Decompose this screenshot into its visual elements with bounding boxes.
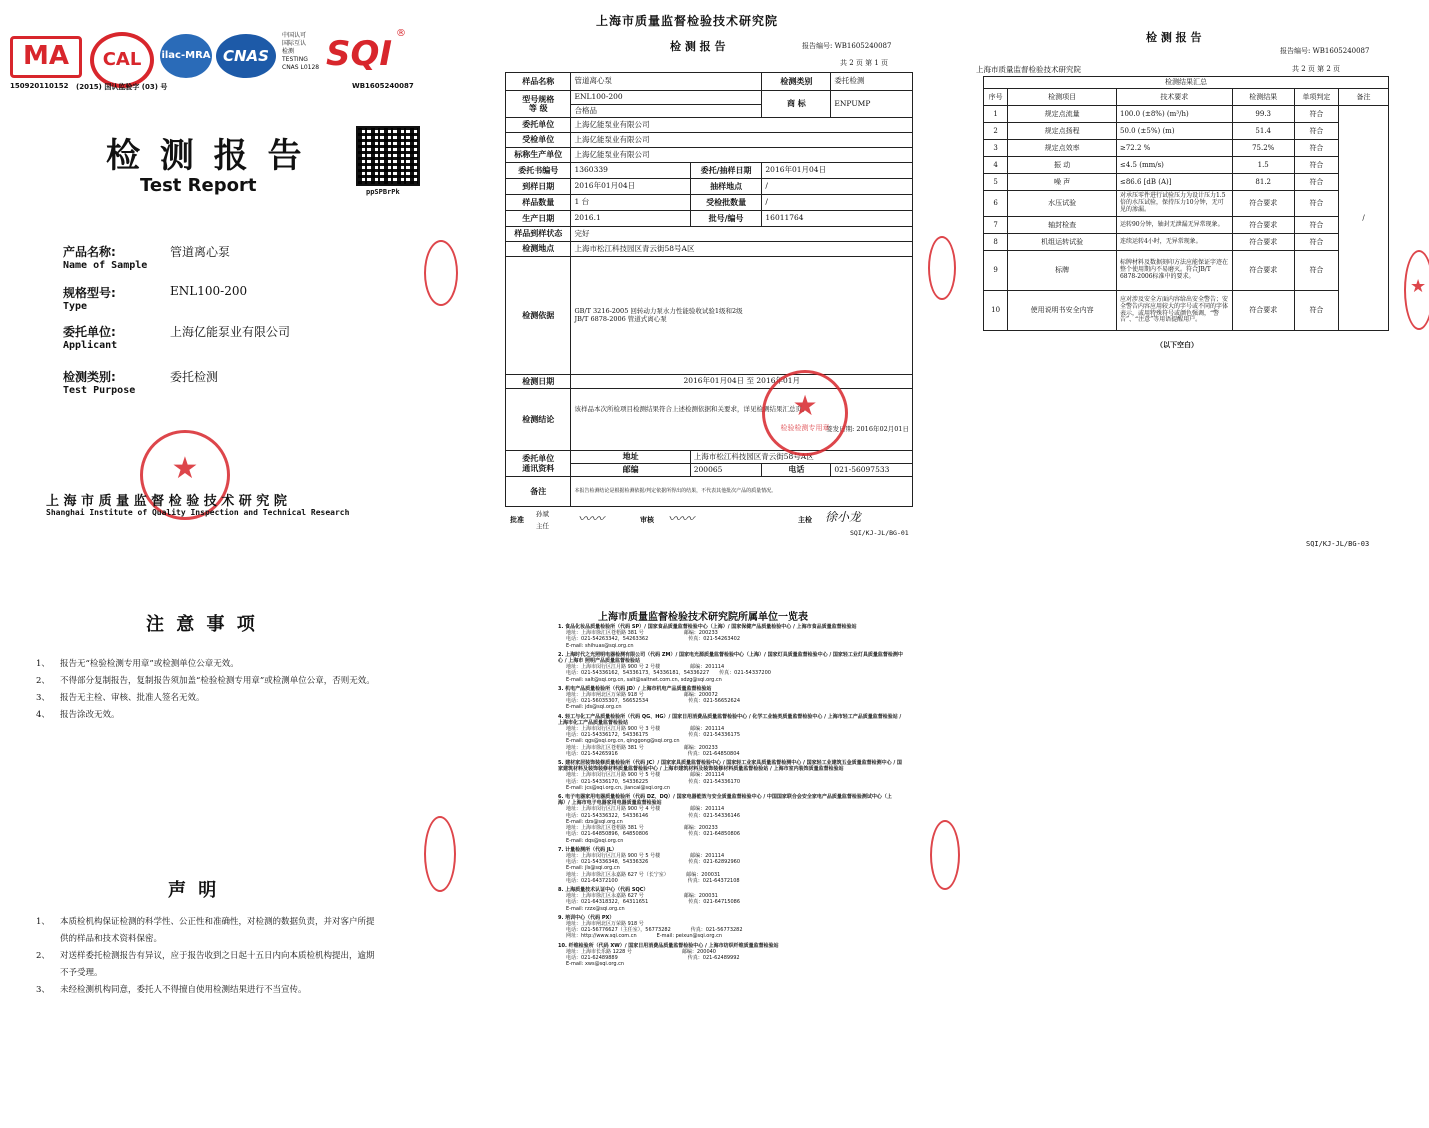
basis-line: GB/T 3216-2005 回转动力泵水力性能验收试验1级和2级 bbox=[574, 307, 743, 316]
label: 抽样地点 bbox=[690, 179, 762, 195]
cover-institute-cn: 上 海 市 质 量 监 督 检 验 技 术 研 究 院 bbox=[46, 494, 287, 509]
cell: 运转90分钟，轴封无泄漏无异常现象。 bbox=[1116, 217, 1232, 234]
field-label-cn: 委托单位: bbox=[63, 325, 116, 339]
p1-page-info: 共 2 页 第 1 页 bbox=[840, 59, 889, 67]
remark-cell: / bbox=[1339, 106, 1389, 331]
cell: 规定点扬程 bbox=[1008, 123, 1117, 140]
value: 2016年01月04日 至 2016年01月 bbox=[571, 375, 913, 389]
cover-page bbox=[0, 0, 440, 560]
label: 邮编 bbox=[571, 464, 690, 477]
units-list bbox=[558, 624, 903, 967]
table-row bbox=[984, 106, 1389, 123]
report-page-2 bbox=[970, 0, 1429, 560]
cell: 机组运转试验 bbox=[1008, 234, 1117, 251]
cell: ≥72.2 % bbox=[1116, 140, 1232, 157]
list-item bbox=[36, 948, 381, 982]
unit-line: 电话：021-64318322，64311651 传真：021-64715086 bbox=[566, 899, 741, 906]
cnas-caption bbox=[282, 32, 319, 72]
value: / bbox=[762, 179, 913, 195]
value: 上海亿能泵业有限公司 bbox=[571, 133, 913, 148]
label: 检测依据 bbox=[506, 257, 571, 375]
unit-line: 地址：上海市长乐路 1228 号 邮编：200040 bbox=[566, 948, 716, 955]
table-row bbox=[984, 157, 1389, 174]
value: ENL100-200 bbox=[571, 91, 762, 105]
item-no: 1、 bbox=[36, 917, 50, 927]
label: 检测日期 bbox=[506, 375, 571, 389]
unit-line: E-mail: salt@sqi.org.cn, salt@saltnet.com.cn, sdzg@sqi.org.cn bbox=[566, 676, 722, 683]
column-header: 检测项目 bbox=[1008, 89, 1117, 106]
units-page bbox=[540, 580, 930, 1128]
cell: 100.0 (±8%) (m³/h) bbox=[1116, 106, 1232, 123]
cnas-caption-line: 国际互认 bbox=[282, 40, 307, 47]
item-text: 报告无主检、审核、批准人签名无效。 bbox=[60, 693, 205, 703]
field-label-en: Type bbox=[63, 301, 88, 312]
unit-line: 电话：021-64850896，64850806 传真：021-64850806 bbox=[566, 831, 741, 838]
list-item bbox=[558, 652, 903, 683]
cell: 符合 bbox=[1294, 251, 1338, 291]
field-value: 上海亿能泵业有限公司 bbox=[170, 325, 291, 339]
unit-line: 电话：021-56776627（主任室），56773282 传真：021-56773282 bbox=[566, 927, 743, 934]
unit-line: 地址：上海市闵行区江月路 900 号 2 号楼 邮编：201114 bbox=[566, 664, 725, 671]
table-row bbox=[984, 123, 1389, 140]
item-no: 1、 bbox=[36, 659, 50, 669]
label: 样品到样状态 bbox=[506, 227, 571, 242]
field-label-cn: 产品名称: bbox=[63, 245, 116, 259]
cell: 10 bbox=[984, 291, 1008, 331]
value: 上海市松江科技园区青云街58号A区 bbox=[571, 242, 913, 257]
unit-head: 1. 食品化妆品质量检验所（代码 SP）/ 国家食品质量监督检验中心（上海）/ 国家保健产品质量检验中心 / 上海市食品质量监督检验站 bbox=[558, 624, 857, 630]
list-item bbox=[558, 624, 903, 649]
list-item bbox=[36, 707, 381, 724]
unit-line: 地址：上海市闵行区江月路 900 号 5 号楼 邮编：201114 bbox=[566, 772, 725, 779]
label: 委托/抽样日期 bbox=[690, 163, 762, 179]
table-row bbox=[984, 140, 1389, 157]
notice-page bbox=[0, 580, 440, 1128]
item-no: 2、 bbox=[36, 951, 50, 961]
cell: 符合 bbox=[1294, 234, 1338, 251]
label: 样品数量 bbox=[506, 195, 571, 211]
conclusion-text: 该样品本次所检项目检测结果符合上述检测依据和关要求，详见检测结果汇总页。 bbox=[574, 405, 809, 414]
cell: 符合要求 bbox=[1232, 291, 1294, 331]
official-seal-icon: ★ bbox=[140, 430, 230, 520]
field-label-cn: 规格型号: bbox=[63, 286, 116, 300]
sign-approve-title: 孙斌 主任 bbox=[536, 510, 549, 530]
unit-line: 地址：上海市闵行区江月路 900 号 3 号楼 邮编：201114 bbox=[566, 726, 725, 733]
list-item bbox=[36, 914, 381, 948]
field-label-cn: 检测类别: bbox=[63, 370, 116, 384]
unit-line: 电话：021-54263342，54263362 传真：021-54263402 bbox=[566, 636, 741, 643]
side-seal-icon bbox=[424, 240, 458, 306]
value: 本报告检测结论是根据检测依据/判定依据所得出的结果，不代表其他批次产品的质量情况。 bbox=[571, 477, 913, 507]
unit-head: 5. 建材家居装饰装修质量检验所（代码 JC）/ 国家家具质量监督检验中心 / 国家轻工业家具质量监督检测中心 / 国家轻工业建筑五金质量监督检测中心 / 国家建筑材料及装饰装修材料质量监督检验中心 / 上海市建筑材料及装饰装修材料质量监督检验站 / 上海市室内装饰质量监督检验站 bbox=[558, 760, 902, 773]
unit-line: E-mail: shihuas@sqi.org.cn bbox=[566, 642, 634, 649]
p1-institute: 上海市质量监督检验技术研究院 bbox=[596, 14, 779, 28]
column-header: 技术要求 bbox=[1116, 89, 1232, 106]
unit-line: E-mail: dzs@sqi.org.cn bbox=[566, 818, 623, 825]
field-label-en: Applicant bbox=[63, 340, 118, 351]
cell: 规定点效率 bbox=[1008, 140, 1117, 157]
label: 型号规格 等 级 bbox=[506, 91, 571, 118]
cell: 符合要求 bbox=[1232, 217, 1294, 234]
qr-code-icon bbox=[356, 126, 420, 186]
unit-line: 地址：上海市闸北区万荣路 918 号 bbox=[566, 920, 644, 927]
label: 委托单位 通讯资料 bbox=[506, 451, 571, 477]
unit-line: 地址：上海市徐汇区永嘉路 627 号 邮编：200031 bbox=[566, 893, 718, 900]
label: 生产日期 bbox=[506, 211, 571, 227]
p2-doc-code: SQI/KJ-JL/BG-03 bbox=[1306, 540, 1370, 548]
cell: 符合要求 bbox=[1232, 234, 1294, 251]
sign-main-label: 主检 bbox=[798, 515, 812, 524]
ilac-logo: ilac-MRA bbox=[160, 34, 212, 78]
item-text: 未经检测机构同意，委托人不得擅自使用检测结果进行不当宣传。 bbox=[60, 985, 307, 995]
list-item bbox=[558, 887, 903, 912]
value: / bbox=[762, 195, 913, 211]
value: 2016年01月04日 bbox=[762, 163, 913, 179]
list-item bbox=[558, 794, 903, 844]
list-item bbox=[558, 915, 903, 940]
unit-line: 地址：上海市徐汇区苍梧路 381 号 邮编：200233 bbox=[566, 825, 718, 832]
table-row bbox=[984, 251, 1389, 291]
unit-head: 2. 上海时代之光照明电器检测有限公司（代码 ZM）/ 国家电光源质量监督检验中心（上海）/ 国家灯具质量监督检验中心 / 国家轻工业灯具质量监督检测中心 / 上海市 照明产品质量监督检验站 bbox=[558, 651, 903, 665]
field-value: 委托检测 bbox=[170, 370, 219, 384]
label: 检测地点 bbox=[506, 242, 571, 257]
unit-line: 电话：021-56035307，56652534 传真：021-56652624 bbox=[566, 698, 741, 705]
cover-institute-en: Shanghai Institute of Quality Inspection and Technical Research bbox=[46, 508, 350, 517]
table-row bbox=[984, 234, 1389, 251]
cell: 对承压零件进行试验压力为设计压力1.5倍的水压试验，保持压力10分钟，无可见的渗漏。 bbox=[1116, 191, 1232, 217]
p2-footer: （以下空白） bbox=[1156, 340, 1198, 349]
label: 电话 bbox=[762, 464, 831, 477]
p1-report-no: 报告编号: WB1605240087 bbox=[802, 42, 892, 50]
cell: 振 动 bbox=[1008, 157, 1117, 174]
notice-title: 注 意 事 项 bbox=[146, 614, 258, 635]
cell: 4 bbox=[984, 157, 1008, 174]
unit-line: 电话：021-54336348，54336326 传真：021-62892960 bbox=[566, 859, 741, 866]
unit-line: E-mail: jds@sqi.org.cn bbox=[566, 704, 622, 711]
item-no: 3、 bbox=[36, 985, 50, 995]
label: 商 标 bbox=[762, 91, 831, 118]
label: 批号/编号 bbox=[690, 211, 762, 227]
cnas-caption-line: 中国认可 bbox=[282, 32, 307, 39]
label: 样品名称 bbox=[506, 73, 571, 91]
seal-text: 检验检测专用章 bbox=[780, 424, 830, 432]
cell: 6 bbox=[984, 191, 1008, 217]
cell: 水压试验 bbox=[1008, 191, 1117, 217]
unit-head: 3. 机电产品质量检验所（代码 JD）/ 上海市机电产品质量监督检验站 bbox=[558, 685, 712, 692]
cover-field bbox=[63, 323, 117, 351]
p1-title: 检 测 报 告 bbox=[670, 40, 726, 53]
unit-line: E-mail: dqs@sqi.org.cn bbox=[566, 837, 624, 844]
list-item bbox=[36, 656, 381, 673]
item-text: 本质检机构保证检测的科学性、公正性和准确性，对检测的数据负责，并对客户所提供的样品和技术资料保密。 bbox=[60, 917, 375, 944]
report-page-1 bbox=[500, 0, 920, 560]
cell: 5 bbox=[984, 174, 1008, 191]
unit-head: 4. 轻工与化工产品质量检验所（代码 QG、HG）/ 国家日用消费品质量监督检验中心 / 化学工业轴类质量监督检验中心 / 上海市轻工产品质量监督检验站 / 上海市化工产品质量监督检验站 bbox=[558, 713, 902, 726]
side-seal-icon: ★ bbox=[1404, 250, 1429, 330]
field-value: 管道离心泵 bbox=[170, 245, 231, 259]
list-item bbox=[36, 690, 381, 707]
unit-line: 电话：021-62489889 传真：021-62489992 bbox=[566, 954, 740, 961]
label: 受检批数量 bbox=[690, 195, 762, 211]
table-row bbox=[984, 217, 1389, 234]
cell: 75.2% bbox=[1232, 140, 1294, 157]
value: 200065 bbox=[690, 464, 762, 477]
list-item bbox=[558, 686, 903, 711]
cnas-caption-line: 检测 bbox=[282, 48, 295, 55]
cell: 7 bbox=[984, 217, 1008, 234]
cnas-caption-line: CNAS L0128 bbox=[282, 64, 320, 71]
value: 管道离心泵 bbox=[571, 73, 762, 91]
value: 上海亿能泵业有限公司 bbox=[571, 118, 913, 133]
unit-line: E-mail: qgs@sqi.org.cn, qinggong@sqi.org.cn bbox=[566, 738, 680, 745]
value: 16011764 bbox=[762, 211, 913, 227]
unit-line: 地址：上海市徐汇区苍梧路 381 号 邮编：200233 bbox=[566, 744, 718, 751]
cell: 符合 bbox=[1294, 174, 1338, 191]
unit-line: E-mail: xws@sqi.org.cn bbox=[566, 961, 625, 968]
label: 受检单位 bbox=[506, 133, 571, 148]
unit-head: 10. 纤维检验所（代码 XW）/ 国家日用消费品质量监督检验中心 / 上海市纺织纤维质量监督检验站 bbox=[558, 942, 779, 949]
registered-icon: ® bbox=[396, 28, 406, 39]
unit-line: 地址：上海市徐汇区永嘉路 627 号（长宁室） 邮编：200031 bbox=[566, 871, 721, 878]
cell: 8 bbox=[984, 234, 1008, 251]
cell: 符合 bbox=[1294, 157, 1338, 174]
list-item bbox=[558, 943, 903, 968]
unit-line: 电话：021-64372100 传真：021-64372108 bbox=[566, 877, 740, 884]
field-value: ENL100-200 bbox=[170, 284, 248, 298]
unit-line: 电话：021-54336172，54336175 传真：021-54336175 bbox=[566, 732, 741, 739]
cell: 9 bbox=[984, 251, 1008, 291]
item-no: 2、 bbox=[36, 676, 50, 686]
list-item bbox=[558, 714, 903, 757]
cell: 3 bbox=[984, 140, 1008, 157]
unit-line: 电话：021-54336170，54336225 传真：021-54336170 bbox=[566, 778, 741, 785]
value: ENPUMP bbox=[831, 91, 913, 118]
cell: 噪 声 bbox=[1008, 174, 1117, 191]
unit-head: 9. 培训中心（代码 PX） bbox=[558, 914, 615, 921]
sqi-logo: SQI bbox=[326, 34, 393, 74]
cover-title-en: Test Report bbox=[140, 175, 257, 196]
p2-result-table bbox=[983, 76, 1389, 331]
p2-title: 检 测 报 告 bbox=[1146, 31, 1202, 44]
cell: 81.2 bbox=[1232, 174, 1294, 191]
side-seal-icon bbox=[424, 816, 456, 892]
cnas-caption-line: TESTING bbox=[282, 56, 308, 63]
value: 完好 bbox=[571, 227, 913, 242]
cell: 符合要求 bbox=[1232, 191, 1294, 217]
label: 委托书编号 bbox=[506, 163, 571, 179]
sign-review-label: 审核 bbox=[640, 515, 654, 524]
table-header bbox=[984, 89, 1389, 106]
cell: 51.4 bbox=[1232, 123, 1294, 140]
cert-license: (2015) 国认监验字 (03) 号 bbox=[76, 83, 168, 91]
cell: 符合 bbox=[1294, 217, 1338, 234]
cma-logo: MA bbox=[10, 36, 82, 78]
value: 上海市松江科技园区青云街58号A区 bbox=[690, 451, 912, 464]
label: 地址 bbox=[571, 451, 690, 464]
unit-line: E-mail: jls@sqi.org.cn bbox=[566, 865, 620, 872]
value: 委托检测 bbox=[831, 73, 913, 91]
cover-field bbox=[63, 284, 116, 312]
cover-report-no: WB1605240087 bbox=[352, 82, 414, 90]
item-no: 3、 bbox=[36, 693, 50, 703]
unit-line: 网址：http://www.sqi.com.cn E-mail: peixun@sqi.org.cn bbox=[566, 933, 723, 940]
field-label-en: Test Purpose bbox=[63, 385, 136, 396]
value bbox=[571, 257, 913, 375]
cell: 50.0 (±5%) (m) bbox=[1116, 123, 1232, 140]
cell: 连续运转4小时，无异常现象。 bbox=[1116, 234, 1232, 251]
units-title: 上海市质量监督检验技术研究院所属单位一览表 bbox=[598, 612, 808, 623]
unit-line: 地址：上海市闵行区江月路 900 号 4 号楼 邮编：201114 bbox=[566, 806, 725, 813]
cell: 符合要求 bbox=[1232, 251, 1294, 291]
cell: 2 bbox=[984, 123, 1008, 140]
unit-line: 电话：021-54336162，54336173，54336181，54336227 传真：021-54337200 bbox=[566, 670, 771, 677]
column-header: 单项判定 bbox=[1294, 89, 1338, 106]
value: 1 台 bbox=[571, 195, 690, 211]
list-item bbox=[558, 760, 903, 791]
issue-date: 签发日期: 2016年02月01日 bbox=[826, 424, 909, 433]
side-seal-icon bbox=[930, 820, 960, 890]
cell: 符合 bbox=[1294, 123, 1338, 140]
unit-line: 地址：上海市闵行区江月路 900 号 5 号楼 邮编：201114 bbox=[566, 852, 725, 859]
label: 检测类别 bbox=[762, 73, 831, 91]
list-item bbox=[558, 847, 903, 884]
unit-line: 电话：021-54265916 传真：021-64850804 bbox=[566, 750, 740, 757]
unit-head: 8. 上海质量技术认证中心（代码 SQC） bbox=[558, 886, 649, 893]
unit-head: 7. 计量检测所（代码 JL） bbox=[558, 846, 617, 853]
item-text: 报告涂改无效。 bbox=[60, 710, 120, 720]
statement-title: 声 明 bbox=[168, 880, 220, 901]
unit-line: 地址：上海市闸北区万荣路 918 号 邮编：200072 bbox=[566, 692, 718, 699]
notice-list bbox=[36, 656, 381, 724]
signature-approve-icon: 〰〰 bbox=[578, 512, 605, 527]
unit-line: E-mail: jcs@sqi.org.cn, jiancai@sqi.org.cn bbox=[566, 784, 671, 791]
item-text: 对送样委托检测报告有异议，应于报告收到之日起十五日内向本质检机构提出，逾期不予受理。 bbox=[60, 951, 375, 978]
statement-list bbox=[36, 914, 381, 999]
value: 021-56097533 bbox=[831, 464, 913, 477]
cell: 轴封检查 bbox=[1008, 217, 1117, 234]
value: 1360339 bbox=[571, 163, 690, 179]
p2-institute: 上海市质量监督检验技术研究院 bbox=[976, 65, 1081, 74]
sign-approve-label: 批准 bbox=[510, 515, 524, 524]
side-seal-icon bbox=[928, 236, 956, 300]
list-item bbox=[36, 673, 381, 690]
cell: 符合 bbox=[1294, 191, 1338, 217]
cell: 符合 bbox=[1294, 140, 1338, 157]
cert-number: 150920110152 bbox=[10, 82, 69, 90]
cell: 1 bbox=[984, 106, 1008, 123]
basis-line: JB/T 6878-2006 管道式离心泵 bbox=[574, 314, 667, 323]
p1-info-table bbox=[505, 72, 913, 507]
cover-field bbox=[63, 243, 147, 271]
value: 2016年01月04日 bbox=[571, 179, 690, 195]
table-row bbox=[984, 191, 1389, 217]
label: 到样日期 bbox=[506, 179, 571, 195]
cell: 规定点流量 bbox=[1008, 106, 1117, 123]
label: 备注 bbox=[506, 477, 571, 507]
item-text: 报告无“检验检测专用章”或检测单位公章无效。 bbox=[60, 659, 239, 669]
signature-review-icon: 〰〰 bbox=[668, 512, 695, 527]
cnas-logo: CNAS bbox=[216, 34, 276, 78]
cell: 符合 bbox=[1294, 106, 1338, 123]
p2-page-info: 共 2 页 第 2 页 bbox=[1292, 65, 1341, 73]
p2-report-no: 报告编号: WB1605240087 bbox=[1280, 47, 1370, 55]
summary-title: 检测结果汇总 bbox=[984, 77, 1389, 89]
cell: 1.5 bbox=[1232, 157, 1294, 174]
cover-title-cn: 检 测 报 告 bbox=[106, 136, 306, 176]
unit-line: E-mail: rzzx@sqi.org.cn bbox=[566, 905, 625, 912]
cell: 使用说明书安全内容 bbox=[1008, 291, 1117, 331]
p1-doc-code: SQI/KJ-JL/BG-01 bbox=[850, 529, 909, 537]
cal-logo: CAL bbox=[90, 32, 154, 88]
item-no: 4、 bbox=[36, 710, 50, 720]
cell: 符合 bbox=[1294, 291, 1338, 331]
value: 上海亿能泵业有限公司 bbox=[571, 148, 913, 163]
cell: 标牌材料及数据刻印方法应能保证字迹在整个使用期内不易磨灭。符合JB/T 6878-2006标准中的要求。 bbox=[1116, 251, 1232, 291]
value: 合格品 bbox=[571, 105, 762, 118]
field-label-en: Name of Sample bbox=[63, 260, 148, 271]
cell: 标牌 bbox=[1008, 251, 1117, 291]
qr-caption: ppSPBrPk bbox=[366, 188, 400, 196]
unit-line: 电话：021-54336322，54336146 传真：021-54336146 bbox=[566, 812, 741, 819]
cell: ≤4.5 (mm/s) bbox=[1116, 157, 1232, 174]
label: 检测结论 bbox=[506, 389, 571, 451]
cell: 应对涉及安全方面内容给出安全警告；安全警告内容应用较大的字号或不同的字体表示，或用特殊符号或颜色强调，“警告”、“注意”等用语提醒用户。 bbox=[1116, 291, 1232, 331]
cell: ≤86.6 [dB (A)] bbox=[1116, 174, 1232, 191]
column-header: 序号 bbox=[984, 89, 1008, 106]
value: 2016.1 bbox=[571, 211, 690, 227]
table-row bbox=[984, 291, 1389, 331]
cell: 99.3 bbox=[1232, 106, 1294, 123]
unit-line: 地址：上海市徐汇区苍梧路 381 号 邮编：200233 bbox=[566, 630, 718, 637]
label: 标称生产单位 bbox=[506, 148, 571, 163]
inspection-seal-icon: ★ 检验检测专用章 bbox=[762, 370, 848, 456]
value bbox=[571, 389, 913, 451]
column-header: 检测结果 bbox=[1232, 89, 1294, 106]
cover-field bbox=[63, 368, 135, 396]
list-item bbox=[36, 982, 381, 999]
table-row bbox=[984, 174, 1389, 191]
sign-main-name: 徐小龙 bbox=[825, 510, 862, 524]
column-header: 备注 bbox=[1339, 89, 1389, 106]
unit-head: 6. 电子电器家用电器质量检验所（代码 DZ、DQ）/ 国家电器能效与安全质量监督检验中心 / 中国国家联合会安全家电产品质量监督检验测试中心（上海）/ 上海市电子电器家用电器质量监督检验站 bbox=[558, 794, 892, 807]
item-text: 不得部分复制报告，复制报告须加盖“检验检测专用章”或检测单位公章，否则无效。 bbox=[60, 676, 375, 686]
label: 委托单位 bbox=[506, 118, 571, 133]
